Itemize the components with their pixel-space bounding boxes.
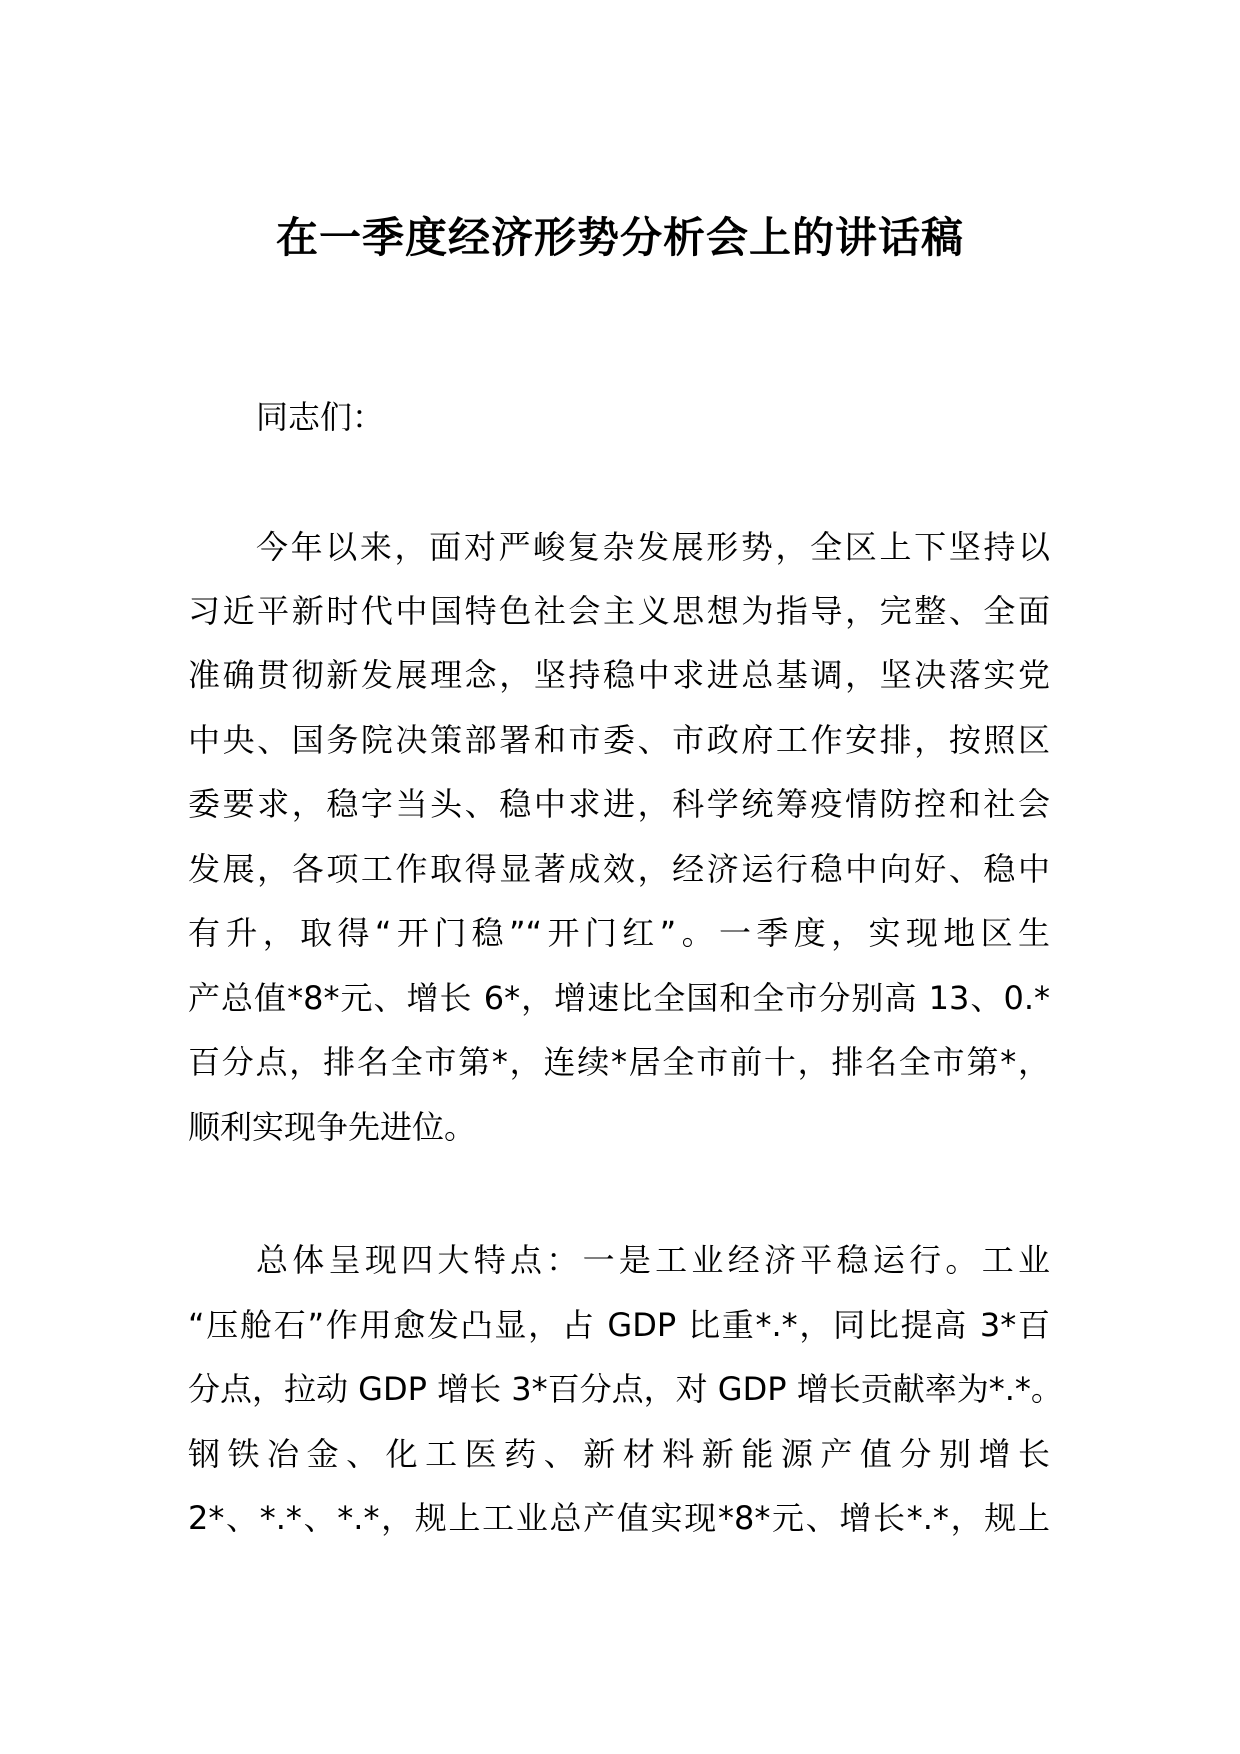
paragraph-line: 钢铁冶金、化工医药、新材料新能源产值分别增长 <box>188 1435 1050 1473</box>
paragraph-line: 准确贯彻新发展理念，坚持稳中求进总基调，坚决落实党 <box>188 656 1050 694</box>
paragraph-line: 2*、*.*、*.*，规上工业总产值实现*8*元、增长*.*，规上 <box>188 1499 1050 1537</box>
document-title: 在一季度经济形势分析会上的讲话稿 <box>275 213 964 262</box>
paragraph-line: 有升，取得“开门稳”“开门红”。一季度，实现地区生 <box>188 914 1050 952</box>
paragraph-line: 中央、国务院决策部署和市委、市政府工作安排，按照区 <box>188 721 1050 759</box>
paragraph-line: 总体呈现四大特点：一是工业经济平稳运行。工业 <box>256 1241 1050 1279</box>
paragraph-line: 百分点，排名全市第*，连续*居全市前十，排名全市第*， <box>188 1043 1050 1081</box>
paragraph-line: 分点，拉动 GDP 增长 3*百分点，对 GDP 增长贡献率为*.*。 <box>188 1370 1063 1408</box>
salutation: 同志们： <box>256 398 385 436</box>
paragraph-line: 委要求，稳字当头、稳中求进，科学统筹疫情防控和社会 <box>188 785 1050 823</box>
paragraph-line: 习近平新时代中国特色社会主义思想为指导，完整、全面 <box>188 592 1050 630</box>
paragraph-line: 发展，各项工作取得显著成效，经济运行稳中向好、稳中 <box>188 850 1050 888</box>
paragraph-line: 产总值*8*元、增长 6*，增速比全国和全市分别高 13、0.* <box>188 979 1050 1017</box>
paragraph-line: “压舱石”作用愈发凸显，占 GDP 比重*.*，同比提高 3*百 <box>188 1306 1050 1344</box>
paragraph-line: 顺利实现争先进位。 <box>188 1108 477 1146</box>
paragraph-line: 今年以来，面对严峻复杂发展形势，全区上下坚持以 <box>256 528 1050 566</box>
